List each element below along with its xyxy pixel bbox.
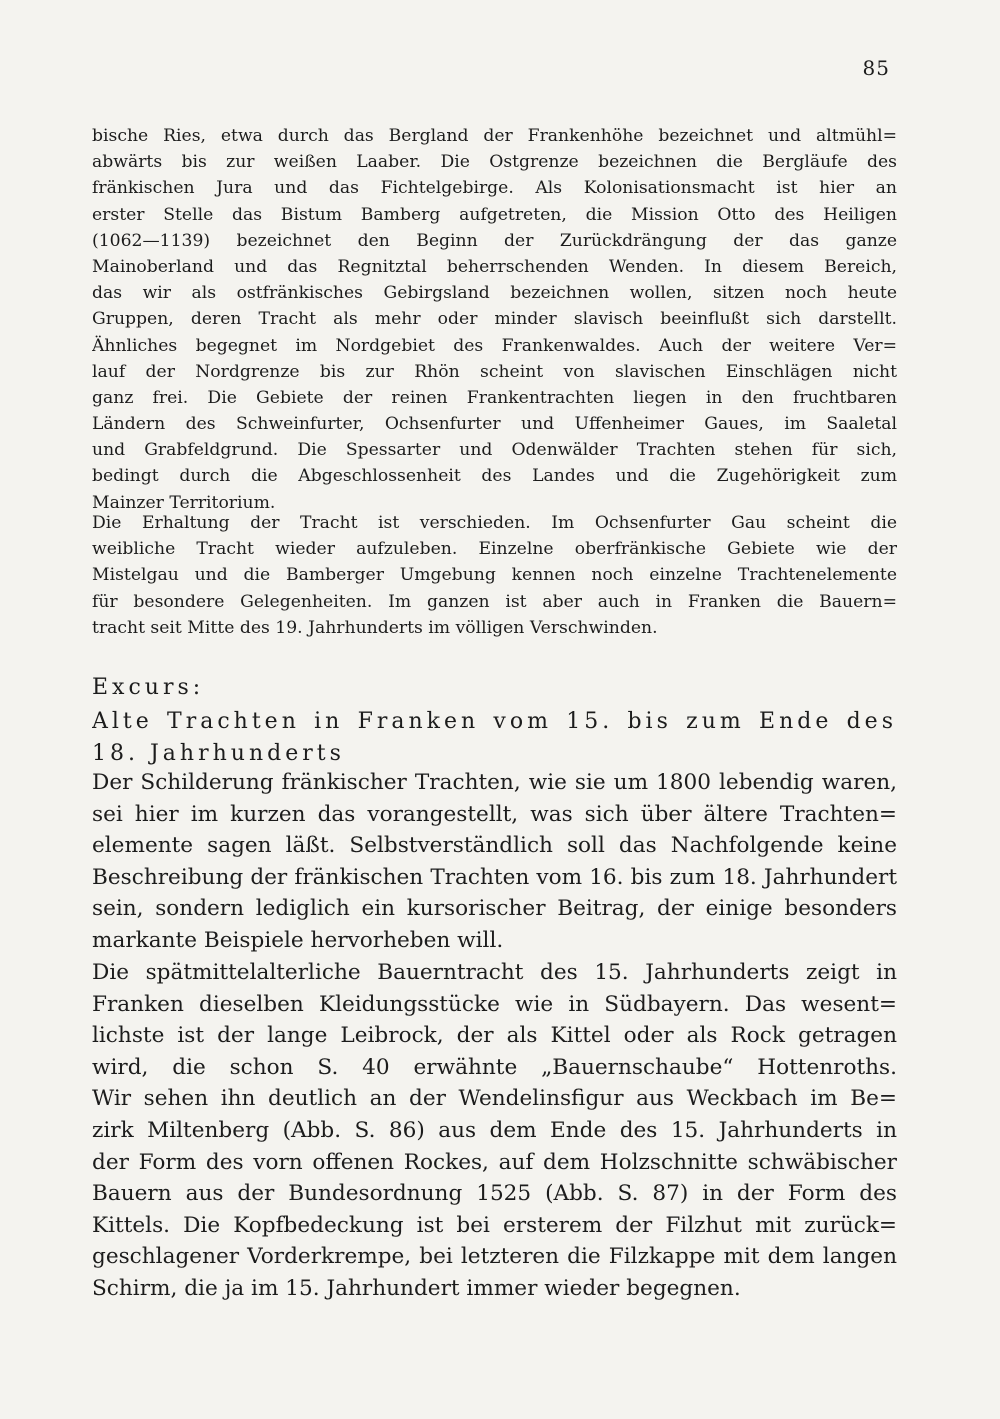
- text-line: Kittels. Die Kopfbedeckung ist bei ersterem der Filzhut mit zurück=: [92, 1212, 897, 1238]
- text-line: sein, sondern lediglich ein kursorischer Beitrag, der einige besonders: [92, 896, 897, 922]
- excursus-label: Excurs:: [92, 675, 205, 700]
- text-line: Gruppen, deren Tracht als mehr oder minder slavisch beeinflußt sich darstellt.: [92, 309, 897, 330]
- paragraph-4: [92, 957, 897, 1305]
- text-line: erster Stelle das Bistum Bamberg aufgetreten, die Mission Otto des Heiligen: [92, 204, 897, 225]
- text-line: fränkischen Jura und das Fichtelgebirge. Als Kolonisationsmacht ist hier an: [92, 178, 897, 199]
- text-line: der Form des vorn offenen Rockes, auf dem Holzschnitte schwäbischer: [92, 1149, 897, 1175]
- text-line: sei hier im kurzen das vorangestellt, was sich über ältere Trachten=: [92, 801, 897, 827]
- text-line: lauf der Nordgrenze bis zur Rhön scheint von slavischen Einschlägen nicht: [92, 361, 897, 382]
- text-line: zirk Miltenberg (Abb. S. 86) aus dem Ende des 15. Jahrhunderts in: [92, 1117, 897, 1143]
- text-line: das wir als ostfränkisches Gebirgsland bezeichnen wollen, sitzen noch heute: [92, 283, 897, 304]
- page-number: 85: [862, 56, 890, 80]
- text-line: Die spätmittelalterliche Bauerntracht des 15. Jahrhunderts zeigt in: [92, 960, 897, 985]
- text-line: abwärts bis zur weißen Laaber. Die Ostgrenze bezeichnen die Bergläufe des: [92, 152, 897, 173]
- text-line: Ländern des Schweinfurter, Ochsenfurter und Uffenheimer Gaues, im Saaletal: [92, 414, 897, 435]
- text-line: (1062—1139) bezeichnet den Beginn der Zurückdrängung der das ganze: [92, 230, 897, 251]
- excursus-title-line: 18. Jahrhunderts: [92, 741, 345, 766]
- text-line: Bauern aus der Bundesordnung 1525 (Abb. S. 87) in der Form des: [92, 1181, 897, 1207]
- text-line: Beschreibung der fränkischen Trachten vom 16. bis zum 18. Jahrhundert: [92, 864, 897, 890]
- text-line: geschlagener Vorderkrempe, bei letzteren die Filzkappe mit dem langen: [92, 1244, 897, 1270]
- text-line: Schirm, die ja im 15. Jahrhundert immer wieder begegnen.: [92, 1275, 741, 1301]
- text-line: bedingt durch die Abgeschlossenheit des Landes und die Zugehörigkeit zum: [92, 466, 897, 487]
- text-line: Der Schilderung fränkischer Trachten, wie sie um 1800 lebendig waren,: [92, 770, 897, 795]
- text-line: tracht seit Mitte des 19. Jahrhunderts im völligen Verschwinden.: [92, 617, 658, 638]
- text-line: und Grabfeldgrund. Die Spessarter und Odenwälder Trachten stehen für sich,: [92, 440, 897, 461]
- text-line: Ähnliches begegnet im Nordgebiet des Frankenwaldes. Auch der weitere Ver=: [92, 335, 897, 356]
- text-line: Mainzer Territorium.: [92, 492, 276, 513]
- text-line: Franken dieselben Kleidungsstücke wie in Südbayern. Das wesent=: [92, 991, 897, 1017]
- text-line: Mainoberland und das Regnitztal beherrschenden Wenden. In diesem Bereich,: [92, 256, 897, 277]
- text-line: wird, die schon S. 40 erwähnte „Bauernschaube“ Hottenroths.: [92, 1054, 897, 1080]
- paragraph-3: [92, 767, 897, 957]
- text-line: Wir sehen ihn deutlich an der Wendelinsfigur aus Weckbach im Be=: [92, 1086, 897, 1112]
- excursus-title-line: Alte Trachten in Franken vom 15. bis zum Ende des: [92, 709, 897, 734]
- text-line: bische Ries, etwa durch das Bergland der Frankenhöhe bezeichnet und altmühl=: [92, 126, 897, 146]
- paragraph-2: [92, 510, 897, 641]
- text-line: Die Erhaltung der Tracht ist verschieden. Im Ochsenfurter Gau scheint die: [92, 513, 897, 533]
- text-line: lichste ist der lange Leibrock, der als Kittel oder als Rock getragen: [92, 1023, 897, 1049]
- paragraph-1: [92, 123, 897, 516]
- text-line: für besondere Gelegenheiten. Im ganzen ist aber auch in Franken die Bauern=: [92, 591, 897, 612]
- text-line: ganz frei. Die Gebiete der reinen Frankentrachten liegen in den fruchtbaren: [92, 387, 897, 408]
- excursus-heading: [92, 672, 897, 770]
- text-line: weibliche Tracht wieder aufzuleben. Einzelne oberfränkische Gebiete wie der: [92, 539, 897, 560]
- text-line: markante Beispiele hervorheben will.: [92, 927, 504, 953]
- text-line: Mistelgau und die Bamberger Umgebung kennen noch einzelne Trachtenelemente: [92, 565, 897, 586]
- text-line: elemente sagen läßt. Selbstverständlich soll das Nachfolgende keine: [92, 833, 897, 859]
